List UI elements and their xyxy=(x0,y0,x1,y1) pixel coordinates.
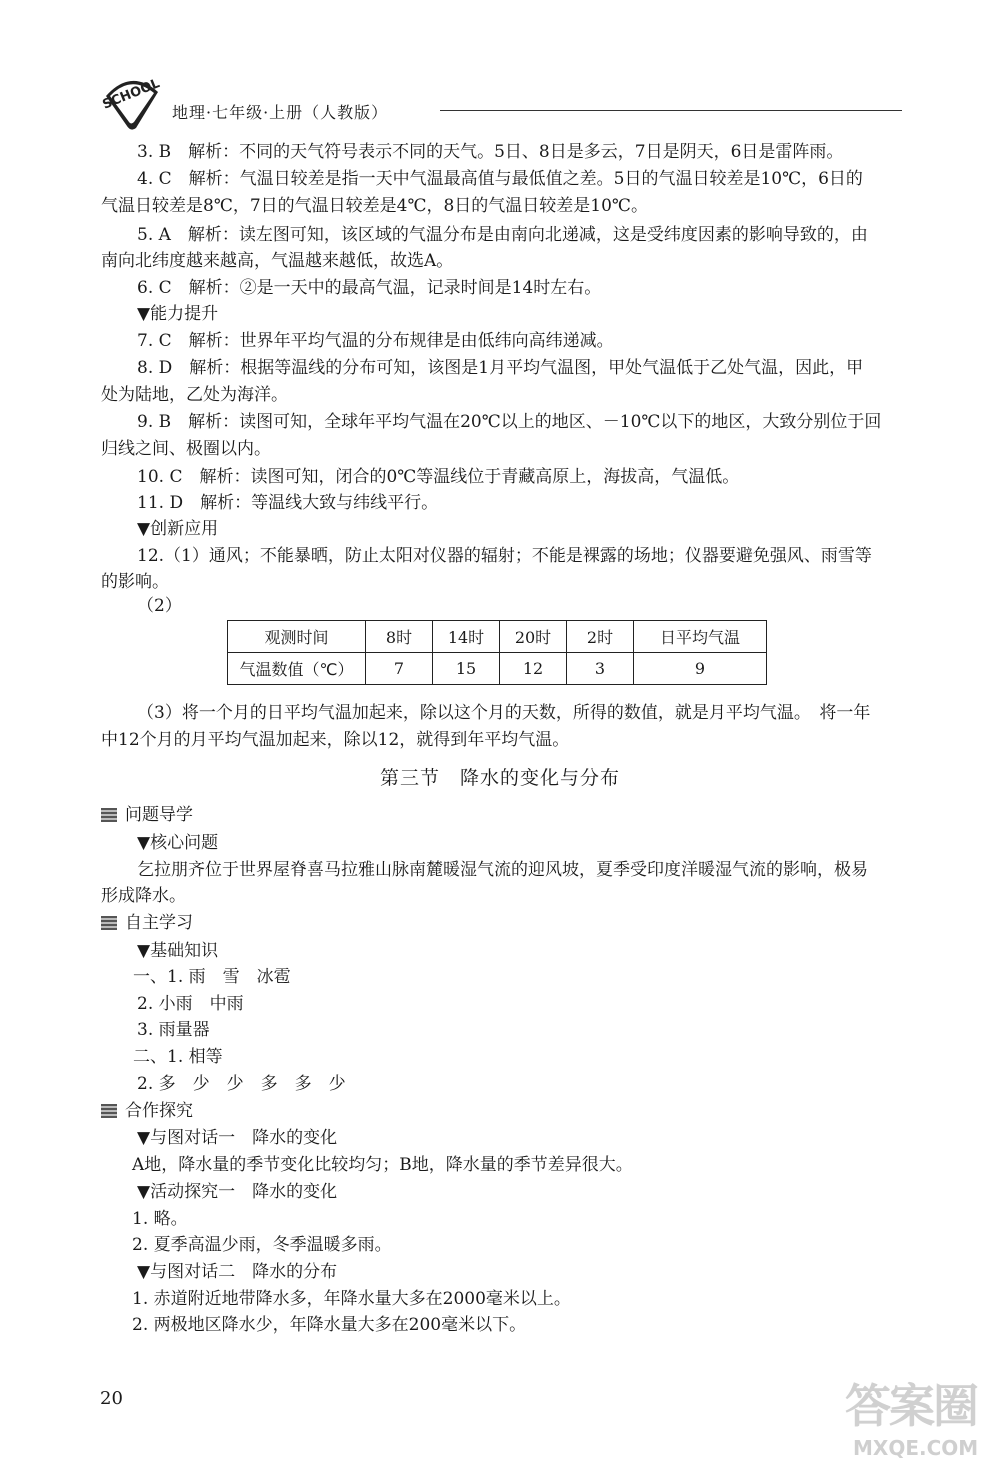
dialogue-2-1: 1. 赤道附近地带降水多，年降水量大多在2000毫米以上。 xyxy=(132,1289,571,1309)
section-mark-icon xyxy=(101,1104,117,1118)
heading-self-study: 自主学习 xyxy=(125,913,193,933)
activity-1-1: 1. 略。 xyxy=(132,1209,188,1229)
table-cell: 9 xyxy=(634,653,767,685)
header-title: 地理·七年级·上册（人教版） xyxy=(172,103,389,122)
table-cell: 15 xyxy=(433,653,500,685)
answer-12-1-cont: 的影响。 xyxy=(101,572,169,592)
subheading-dialogue-2: ▼与图对话二 降水的分布 xyxy=(137,1262,338,1282)
answer-9-cont: 归线之间、极圈以内。 xyxy=(101,439,271,459)
table-cell: 8时 xyxy=(366,621,433,653)
basic-1-2: 2. 小雨 中雨 xyxy=(137,994,244,1014)
core-answer-cont: 形成降水。 xyxy=(101,886,186,906)
watermark-url: MXQE.COM xyxy=(853,1436,979,1460)
subheading-dialogue-1: ▼与图对话一 降水的变化 xyxy=(137,1128,338,1148)
core-answer: 乞拉朋齐位于世界屋脊喜马拉雅山脉南麓暖湿气流的迎风坡，夏季受印度洋暖湿气流的影响，极易 xyxy=(137,860,868,880)
table-cell: 12 xyxy=(500,653,567,685)
table-cell: 3 xyxy=(567,653,634,685)
table-cell: 气温数值（℃） xyxy=(228,653,366,685)
answer-12-3: （3）将一个月的日平均气温加起来，除以这个月的天数，所得的数值，就是月平均气温。 将一年 xyxy=(137,703,871,723)
table-cell: 观测时间 xyxy=(228,621,366,653)
answer-8: 8. D 解析：根据等温线的分布可知，该图是1月平均气温图，甲处气温低于乙处气温，因此，甲 xyxy=(137,358,864,378)
section-mark-icon xyxy=(101,916,117,930)
subheading-innovation: ▼创新应用 xyxy=(137,519,219,539)
basic-2-2: 2. 多 少 少 多 多 少 xyxy=(137,1074,346,1094)
section-mark-icon xyxy=(101,808,117,822)
answer-8-cont: 处为陆地，乙处为海洋。 xyxy=(101,385,288,405)
table-row xyxy=(228,653,767,685)
heading-cooperation: 合作探究 xyxy=(125,1101,193,1121)
header-divider xyxy=(440,110,902,111)
answer-12-1: 12.（1）通风；不能暴晒，防止太阳对仪器的辐射；不能是裸露的场地；仪器要避免强风、雨雪等 xyxy=(137,546,872,566)
basic-2-1: 二、1. 相等 xyxy=(133,1047,223,1067)
table-row xyxy=(228,621,767,653)
basic-1-3: 3. 雨量器 xyxy=(137,1020,210,1040)
section-title: 第三节 降水的变化与分布 xyxy=(379,767,620,789)
heading-guide: 问题导学 xyxy=(125,805,193,825)
table-cell: 20时 xyxy=(500,621,567,653)
answer-12-2: （2） xyxy=(137,596,182,616)
subheading-ability: ▼能力提升 xyxy=(137,304,219,324)
answer-12-3-cont: 中12个月的月平均气温加起来，除以12，就得到年平均气温。 xyxy=(101,730,570,750)
logo-text: SCHOOL xyxy=(100,76,162,113)
temperature-table xyxy=(227,620,767,685)
answer-5-cont: 南向北纬度越来越高，气温越来越低，故选A。 xyxy=(101,251,454,271)
watermark xyxy=(845,1370,985,1465)
dialogue-2-2: 2. 两极地区降水少，年降水量大多在200毫米以下。 xyxy=(132,1315,527,1335)
page-header xyxy=(100,72,905,132)
activity-1-2: 2. 夏季高温少雨，冬季温暖多雨。 xyxy=(132,1235,392,1255)
answer-9: 9. B 解析：读图可知，全球年平均气温在20℃以上的地区、－10℃以下的地区，大致分别位于回 xyxy=(137,412,882,432)
basic-1-1: 一、1. 雨 雪 冰雹 xyxy=(133,967,291,987)
page-number: 20 xyxy=(100,1388,123,1409)
watermark-logo: 答案圈 xyxy=(845,1379,977,1433)
answer-7: 7. C 解析：世界年平均气温的分布规律是由低纬向高纬递减。 xyxy=(137,331,614,351)
table-cell: 7 xyxy=(366,653,433,685)
answer-4-cont: 气温日较差是8℃，7日的气温日较差是4℃，8日的气温日较差是10℃。 xyxy=(101,196,648,216)
answer-5: 5. A 解析：读左图可知，该区域的气温分布是由南向北递减，这是受纬度因素的影响导致的，由 xyxy=(137,225,868,245)
answer-4: 4. C 解析：气温日较差是指一天中气温最高值与最低值之差。5日的气温日较差是10℃，6日的 xyxy=(137,169,863,189)
table-cell: 2时 xyxy=(567,621,634,653)
school-logo-icon xyxy=(100,72,162,134)
subheading-activity-1: ▼活动探究一 降水的变化 xyxy=(137,1182,338,1202)
answer-10: 10. C 解析：读图可知，闭合的0℃等温线位于青藏高原上，海拔高，气温低。 xyxy=(137,467,740,487)
answer-6: 6. C 解析：②是一天中的最高气温，记录时间是14时左右。 xyxy=(137,278,602,298)
dialogue-1-answer: A地，降水量的季节变化比较均匀；B地，降水量的季节差异很大。 xyxy=(132,1155,633,1175)
table-cell: 14时 xyxy=(433,621,500,653)
answer-3: 3. B 解析：不同的天气符号表示不同的天气。5日、8日是多云，7日是阴天，6日是雷阵雨。 xyxy=(137,142,844,162)
table-cell: 日平均气温 xyxy=(634,621,767,653)
subheading-core: ▼核心问题 xyxy=(137,833,219,853)
answer-11: 11. D 解析：等温线大致与纬线平行。 xyxy=(137,493,439,513)
subheading-basic: ▼基础知识 xyxy=(137,941,219,961)
